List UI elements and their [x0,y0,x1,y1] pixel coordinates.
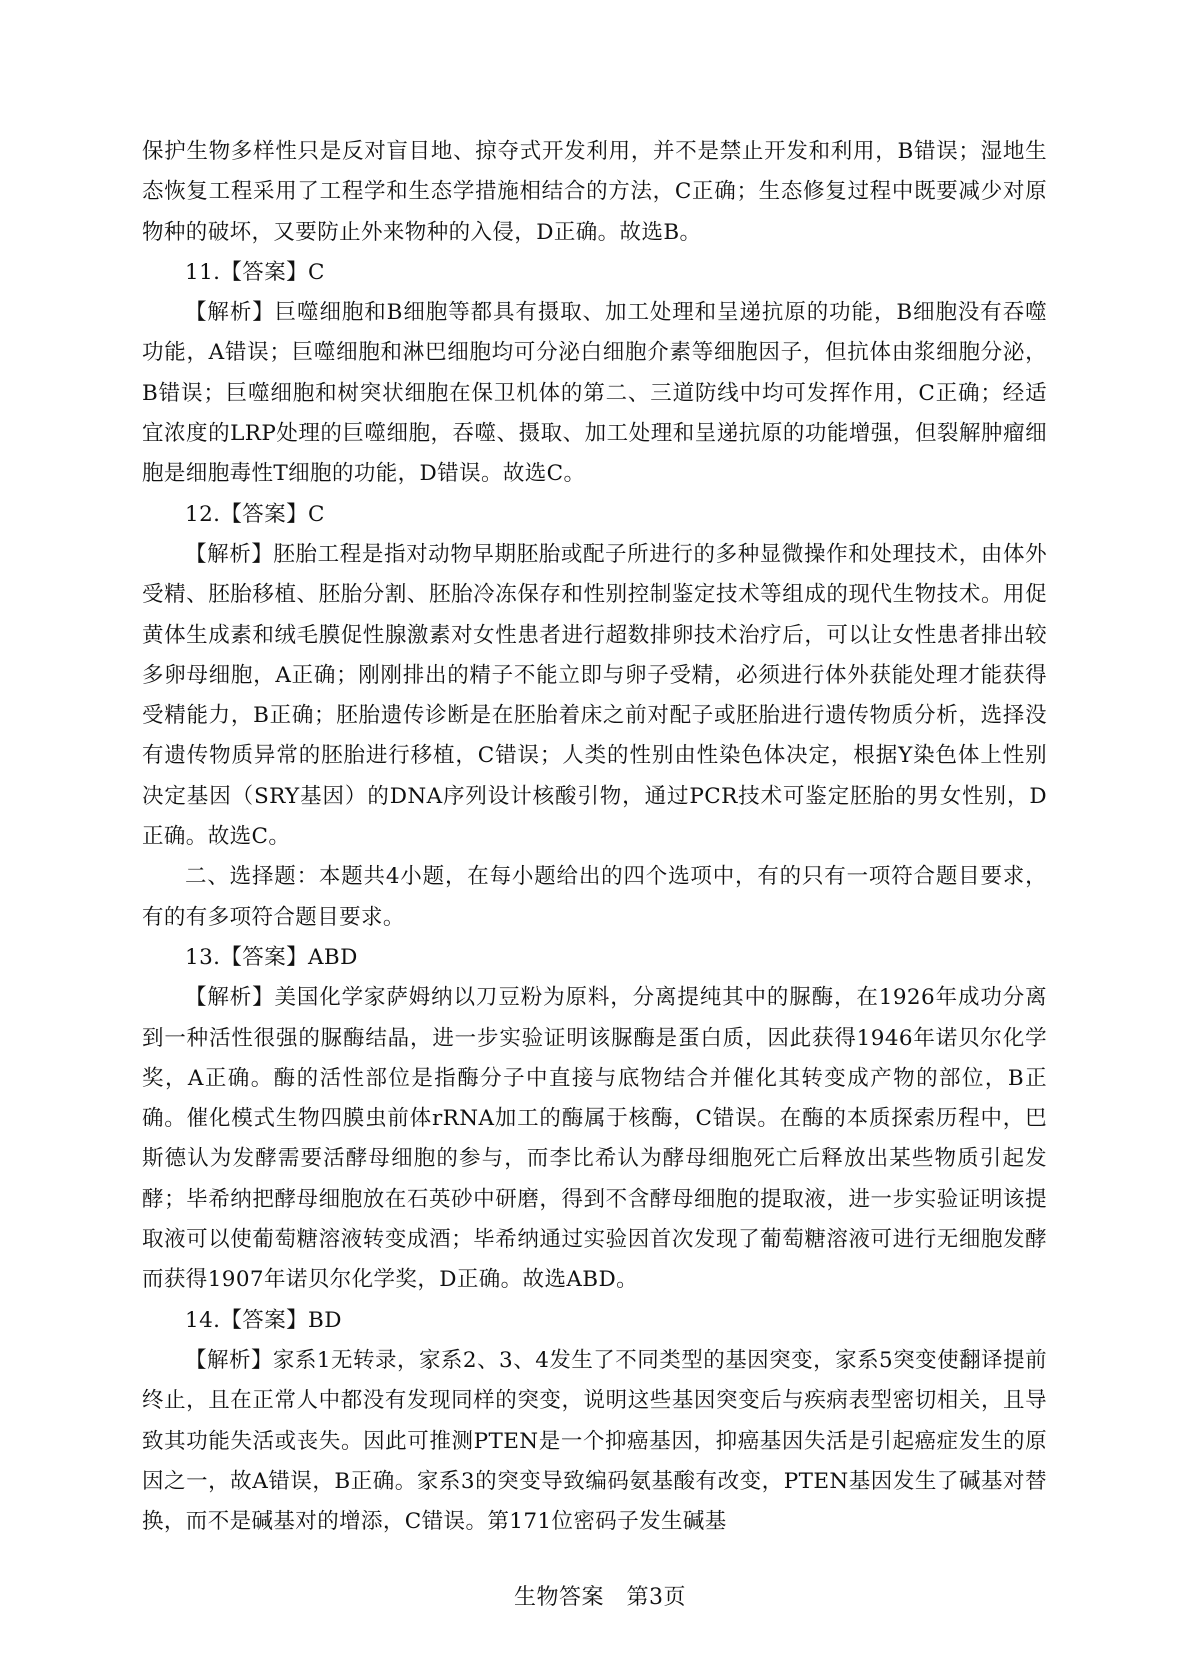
paragraph-q10-continuation: 保护生物多样性只是反对盲目地、掠夺式开发利用，并不是禁止开发和利用，B错误；湿地生态恢复工程采用了工程学和生态学措施相结合的方法，C正确；生态修复过程中既要减少对原物种的破坏，又要防止外来物种的入侵，D正确。故选B。 [142,139,1047,245]
answer-text-body [142,132,1047,1542]
answer-line-q14: 14.【答案】BD [185,1307,342,1333]
answer-line-q13: 13.【答案】ABD [185,944,358,970]
explanation-q11: 【解析】巨噬细胞和B细胞等都具有摄取、加工处理和呈递抗原的功能，B细胞没有吞噬功能，A错误；巨噬细胞和淋巴细胞均可分泌白细胞介素等细胞因子，但抗体由浆细胞分泌，B错误；巨噬细胞和树突状细胞在保卫机体的第二、三道防线中均可发挥作用，C正确；经适宜浓度的LRP处理的巨噬细胞，吞噬、摄取、加工处理和呈递抗原的功能增强，但裂解肿瘤细胞是细胞毒性T细胞的功能，D错误。故选C。 [142,300,1047,487]
explanation-q13: 【解析】美国化学家萨姆纳以刀豆粉为原料，分离提纯其中的脲酶，在1926年成功分离到一种活性很强的脲酶结晶，进一步实验证明该脲酶是蛋白质，因此获得1946年诺贝尔化学奖，A正确。酶的活性部位是指酶分子中直接与底物结合并催化其转变成产物的部位，B正确。催化模式生物四膜虫前体rRNA加工的酶属于核酶，C错误。在酶的本质探索历程中，巴斯德认为发酵需要活酵母细胞的参与，而李比希认为酵母细胞死亡后释放出某些物质引起发酵；毕希纳把酵母细胞放在石英砂中研磨，得到不含酵母细胞的提取液，进一步实验证明该提取液可以使葡萄糖溶液转变成酒；毕希纳通过实验因首次发现了葡萄糖溶液可进行无细胞发酵而获得1907年诺贝尔化学奖，D正确。故选ABD。 [142,985,1047,1293]
section-heading-choice: 二、选择题：本题共4小题，在每小题给出的四个选项中，有的只有一项符合题目要求，有的有多项符合题目要求。 [142,864,1047,930]
explanation-q12: 【解析】胚胎工程是指对动物早期胚胎或配子所进行的多种显微操作和处理技术，由体外受精、胚胎移植、胚胎分割、胚胎冷冻保存和性别控制鉴定技术等组成的现代生物技术。用促黄体生成素和绒毛膜促性腺激素对女性患者进行超数排卵技术治疗后，可以让女性患者排出较多卵母细胞，A正确；刚刚排出的精子不能立即与卵子受精，必须进行体外获能处理才能获得受精能力，B正确；胚胎遗传诊断是在胚胎着床之前对配子或胚胎进行遗传物质分析，选择没有遗传物质异常的胚胎进行移植，C错误；人类的性别由性染色体决定，根据Y染色体上性别决定基因（SRY基因）的DNA序列设计核酸引物，通过PCR技术可鉴定胚胎的男女性别，D正确。故选C。 [142,541,1047,850]
answer-line-q12: 12.【答案】C [185,501,325,527]
explanation-q14: 【解析】家系1无转录，家系2、3、4发生了不同类型的基因突变，家系5突变使翻译提前终止，且在正常人中都没有发现同样的突变，说明这些基因突变后与疾病表型密切相关，且导致其功能失活或丧失。因此可推测PTEN是一个抑癌基因，抑癌基因失活是引起癌症发生的原因之一，故A错误，B正确。家系3的突变导致编码氨基酸有改变，PTEN基因发生了碱基对替换，而不是碱基对的增添，C错误。第171位密码子发生碱基 [142,1347,1047,1535]
page-footer: 生物答案 第3页 [514,1585,686,1610]
answer-line-q11: 11.【答案】C [185,259,325,285]
